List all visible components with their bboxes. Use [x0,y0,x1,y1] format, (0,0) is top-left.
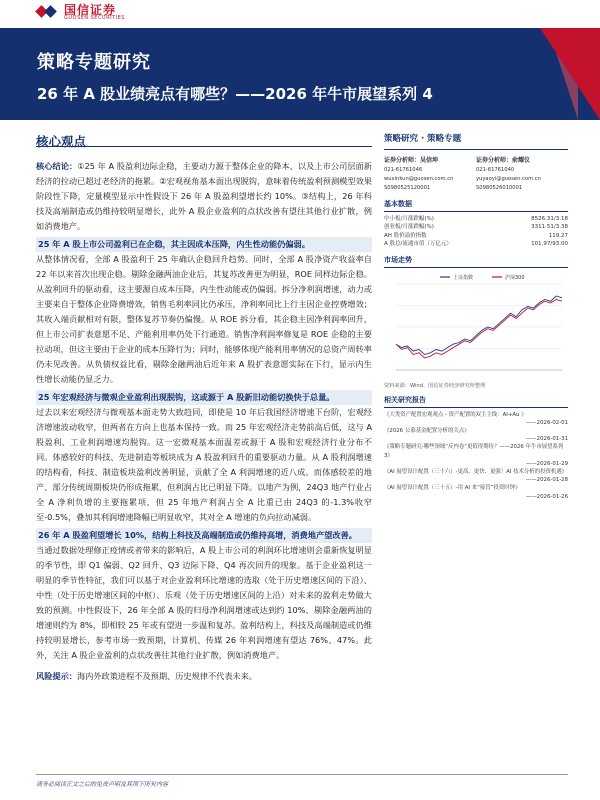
basic-data-key: 创业板/月涨跌幅(%) [384,224,434,231]
chart-source: 资料来源：Wind、国信证券经济研究所整理 [384,382,486,389]
basic-data-key: AH 股价溢价指数 [384,232,427,239]
analyst-role: 证券分析师： [476,157,513,164]
core-conclusion [36,159,372,234]
banner-accent [540,28,600,120]
related-report-date: ——2026-01-28 [525,477,568,484]
analyst-cert: S0980525120001 [384,185,431,191]
market-trend-chart [384,270,568,380]
report-banner [0,28,600,120]
basic-data-row [384,223,568,231]
chart-series-line [396,296,562,355]
analyst-email[interactable]: yuyaoyi@guosen.com.cn [476,176,541,182]
analyst-card [476,156,568,193]
related-report-title[interactable]: 《策略专题研究-哪些领域“反内卷”更值得期待？——2026 年牛市展望系列 3》 [384,444,564,459]
related-report-title[interactable]: 《AI 展望设计配置（三十五）-用 AI 来“接管”投资时钟》 [384,485,521,492]
market-trend-svg [384,270,568,380]
legend-label: 沪深300 [505,274,525,281]
related-report-date: ——2026-01-31 [525,436,568,443]
basic-data-row [384,240,568,248]
main-column [36,132,372,684]
chart-series-line [396,299,562,358]
body-paragraph-3: 当通过数据处理修正疫情或者带来的影响后，A 股上市公司的利润环比增速则会重新恢复明显的季节性，即 Q1 偏弱、Q2 回升、Q3 边际下降、Q4 再次回升的现象。基于企业盈利这一明显的季节性特征，我们可以基于对企业盈利环比增速的选取（处于历史增速区间的下沿）、中性（处于历史增速区间的中枢）、乐观（处于历史增速区间的上沿）对未来的盈利走势做大致的预测。中性假设下，26 年全部 A 股的归母净利润增速或达到约 10%、剔除金融两油的增速则约为 8%，即相较 25 年或有望进一步温和复苏。盈利结构上，科技及高端制造或仍维持较明显增长，参考市场一致预期，计算机、传媒 26 年利润增速有望达 76%、47%。此外，关注 A 股企业盈利的点状改善往其他行业扩散，例如消费地产。 [36,545,372,660]
basic-data-row [384,215,568,223]
related-report-title[interactable]: 《2026 公募基金配置分析的关点》 [384,428,470,435]
footer-divider [36,774,568,775]
related-report-title[interactable]: 《大类资产配置宏观观点 - 资产配置的双主主线：AI+Au 》 [384,411,527,418]
related-report-date: ——2026-01-26 [525,493,568,500]
basic-data-title: 基本数据 [384,199,568,212]
report-category-title: 策略专题研究 [37,52,151,73]
highlight-heading-2: 25 年宏观经济与微观企业盈利出现脱钩，这或源于 A 股新旧动能切换快于总量。 [36,390,372,405]
analyst-phone: 021-61761046 [384,167,423,173]
analyst-role: 证券分析师： [384,157,421,164]
basic-data-value: 3311.51/3.38 [531,224,568,231]
analyst-name: 俞耀仪 [512,157,531,164]
highlight-heading-3: 26 年 A 股盈利望增长 10%，结构上科技及高端制造或仍维持高增，消费地产望改善。 [36,528,372,543]
report-type: 策略研究 · 策略专题 [384,132,568,150]
analyst-phone: 021-61761040 [476,167,515,173]
risk-warning [36,669,372,684]
company-logo [36,2,125,22]
top-strip [0,0,600,28]
related-report-title[interactable]: 《AI 展望设计配置（三十六）-更高、更快、更强！AI 技术分析的投资机遇》 [384,469,568,476]
analyst-cert: S0980526010001 [476,185,523,191]
related-report-date: ——2026-01-29 [525,460,568,467]
disclaimer-footer: 请务必阅读正文之后的免责声明及其项下所有内容 [36,781,169,788]
risk-label: 风险提示： [36,671,77,681]
basic-data-row [384,232,568,240]
basic-data-key: 中小板/月涨跌幅(%) [384,216,434,222]
basic-data-value: 8526.31/3.18 [531,216,568,222]
logo-name-cn: 国信证券 [64,2,117,17]
section-title: 核心观点 [36,134,87,149]
sidebar [384,132,568,501]
related-research-title: 相关研究报告 [384,395,568,408]
analyst-name: 吴信坤 [420,157,439,164]
analyst-email[interactable]: wuxinkun@guosen.com.cn [384,176,454,182]
highlight-heading-1: 25 年 A 股上市公司盈利已在企稳，其主因成本压降，内生性动能仍偏弱。 [36,237,372,252]
market-trend-title: 市场走势 [384,255,568,268]
logo-name-en: GUOSEN SECURITIES [64,14,125,21]
logo-mark-icon [36,2,58,22]
body-paragraph-1: 从整体情况看，全部 A 股盈利于 25 年确认企稳回升趋势。同时，全部 A 股净资产收益率自 22 年以来首次出现企稳。剔除金融两油企业后，其复苏改善更为明显，ROE 同样边际企稳。从盈利回升的驱动看，这主要源自成本压降，内生性动能或仍偏弱。拆分净利润增速，动力或主要来自于整体企业降费增效，销售毛利率同比仍承压，净利率同比上行主因企业控费增效；其收入端贡献相对有限，整体复苏节奏仍偏慢。从 ROE 拆分看，其企稳主因净利润率回升，但上市公司扩表意愿不足、产能利用率仍处下行通道。销售净利润率修复是 ROE 企稳的主要拉动项，但这主要由于企业的成本压降行为；同时，能够体现产能利用率情况的总资产周转率仍未见改善。从负债权益比看，剔除金融两油后近年来 A 股扩表意愿实际在下行，显示内生性增长动能仍显乏力。 [36,254,372,384]
basic-data-value: 119.27 [548,232,568,239]
basic-data-value: 101.97/93.00 [531,241,568,248]
core-conclusion-label: 核心结论： [36,161,78,171]
body-paragraph-2: 过去以来宏观经济与微观基本面走势大致趋同，即使是 10 年后我国经济增速下台阶，宏观经济增速波动收窄，但两者在方向上也基本保持一致。而 25 年宏观经济走势前高后低，这与 A 股盈利、工业利润增速均脱钩。这一宏微观基本面温差或源于 A 股和宏观经济行业分布不同。体感较好的科技、先进制造等板块成为 A 股盈利回升的重要驱动力量。从 A 股利润增速的结构看，科技、制造板块盈利改善明显，贡献了全 A 利润增速的近八成。而体感较差的地产、部分传统周期板块仍形成拖累，但利润占比已明显下降。以地产为例，24Q3 地产行业占全 A 净利负增的主要拖累项，但 25 年地产利润占全 A 比重已由 24Q3 的-1.3%收窄至-0.5%，叠加其利润增速降幅已明显收窄，其对全 A 增速的负向拉动减弱。 [36,407,372,522]
report-title: 26 年 A 股业绩亮点有哪些？——2026 年牛市展望系列 4 [37,85,433,103]
core-conclusion-text: ①25 年 A 股盈利边际企稳，主要动力源于整体企业的降本、以及上市公司层面新经济的拉动已超过老经济的拖累。②宏观视角基本面出现脱钩，意味着传统盈利预测模型效果阶段性下降，定量模型显示中性假设下 26 年 A 股盈利望增长约 10%。③结构上，26 年科技及高端制造或仍维持较明显增长，此外 A 股企业盈利的点状改善有望往其他行业扩散，例如消费地产。 [36,161,372,231]
risk-text: 海内外政策进程不及预期、历史规律不代表未来。 [76,671,258,681]
related-research-list [384,411,568,501]
basic-data-key: A 股总/流通市值（万亿元） [384,241,452,248]
basic-data-table [384,215,568,249]
legend-label: 上证指数 [453,274,474,281]
related-report-date: ——2026-02-01 [525,419,568,426]
analyst-card [384,156,476,193]
analyst-list [384,156,568,193]
